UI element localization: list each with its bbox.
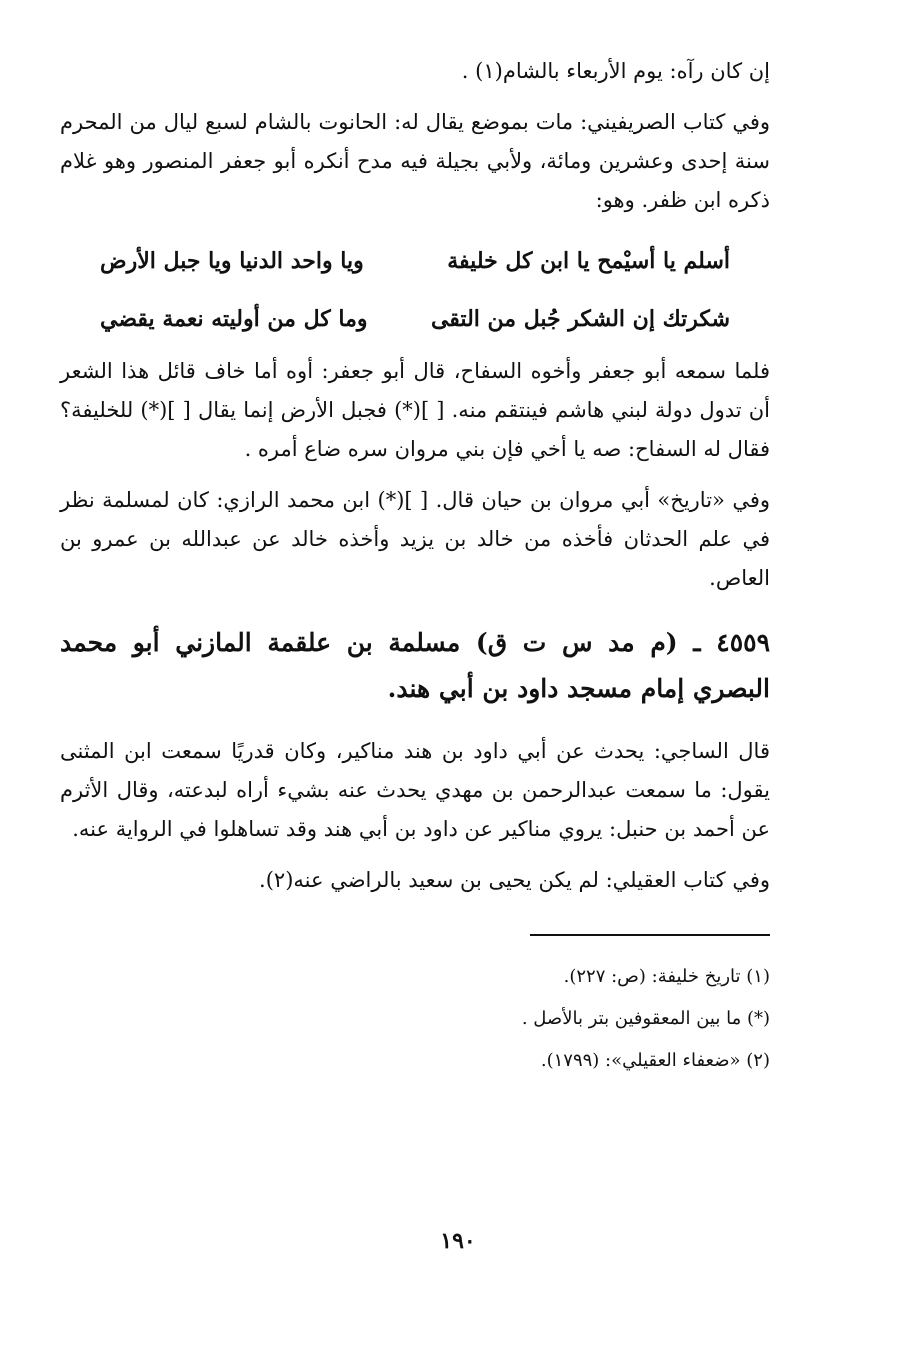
paragraph-4: وفي «تاريخ» أبي مروان بن حيان قال. [ ](*) ابن محمد الرازي: كان لمسلمة نظر في علم الحدثان فأخذه من خالد بن يزيد وأخذه خالد عن عبدالله بن عمرو بن العاص. — [60, 488, 771, 590]
paragraph-3: فلما سمعه أبو جعفر وأخوه السفاح، قال أبو جعفر: أوه أما خاف قائل هذا الشعر أن تدول دولة لبني هاشم فينتقم منه. [ ](*) فجبل الأرض إنما يقال [ ](*) للخليفة؟ فقال له السفاح: صه يا أخي فإن بني مروان سره ضاع أمره . — [60, 359, 770, 461]
verse-2 — [60, 290, 770, 348]
entry-heading: ٤٥٥٩ ـ (م مد س ت ق) مسلمة بن علقمة المازني أبو محمد البصري إمام مسجد داود بن أبي هند. — [60, 628, 770, 703]
verse-1-second-hemistich: ويا واحد الدنيا ويا جبل الأرض — [100, 248, 364, 274]
verse-2-first-hemistich: شكرتك إن الشكر جُبل من التقى — [430, 306, 730, 332]
paragraph-2: وفي كتاب الصريفيني: مات بموضع يقال له: الحانوت بالشام لسبع ليال من المحرم سنة إحدى وعشرين ومائة، ولأبي بجيلة فيه مدح أنكره أبو جعفر المنصور وهو غلام ذكره ابن ظفر. وهو: — [60, 110, 770, 212]
footnote-2: (*) ما بين المعقوفين بتر بالأصل . — [521, 1008, 770, 1029]
paragraph-1: إن كان رآه: يوم الأربعاء بالشام(١) . — [461, 59, 770, 83]
poem-verses — [60, 232, 770, 348]
verse-1-first-hemistich: أسلم يا أسيْمح يا ابن كل خليفة — [447, 248, 730, 274]
footnote-separator — [530, 934, 770, 936]
paragraph-5: قال الساجي: يحدث عن أبي داود بن هند مناكير، وكان قدريًا سمعت ابن المثنى يقول: ما سمعت عبدالرحمن بن مهدي يحدث عنه بشيء أراه لبدعته، وقال الأثرم عن أحمد بن حنبل: يروي مناكير عن داود بن أبي هند وقد تساهلوا في الرواية عنه. — [60, 739, 770, 841]
verse-1 — [60, 232, 770, 290]
page-number: ١٩٠ — [440, 1228, 476, 1254]
verse-2-second-hemistich: وما كل من أوليته نعمة يقضي — [100, 306, 368, 332]
footnote-3: (٢) «ضعفاء العقيلي»: (١٧٩٩). — [540, 1050, 770, 1071]
paragraph-6: وفي كتاب العقيلي: لم يكن يحيى بن سعيد بالراضي عنه(٢). — [259, 868, 770, 892]
page-body — [60, 52, 770, 1082]
footnote-1: (١) تاريخ خليفة: (ص: ٢٢٧). — [563, 966, 770, 987]
